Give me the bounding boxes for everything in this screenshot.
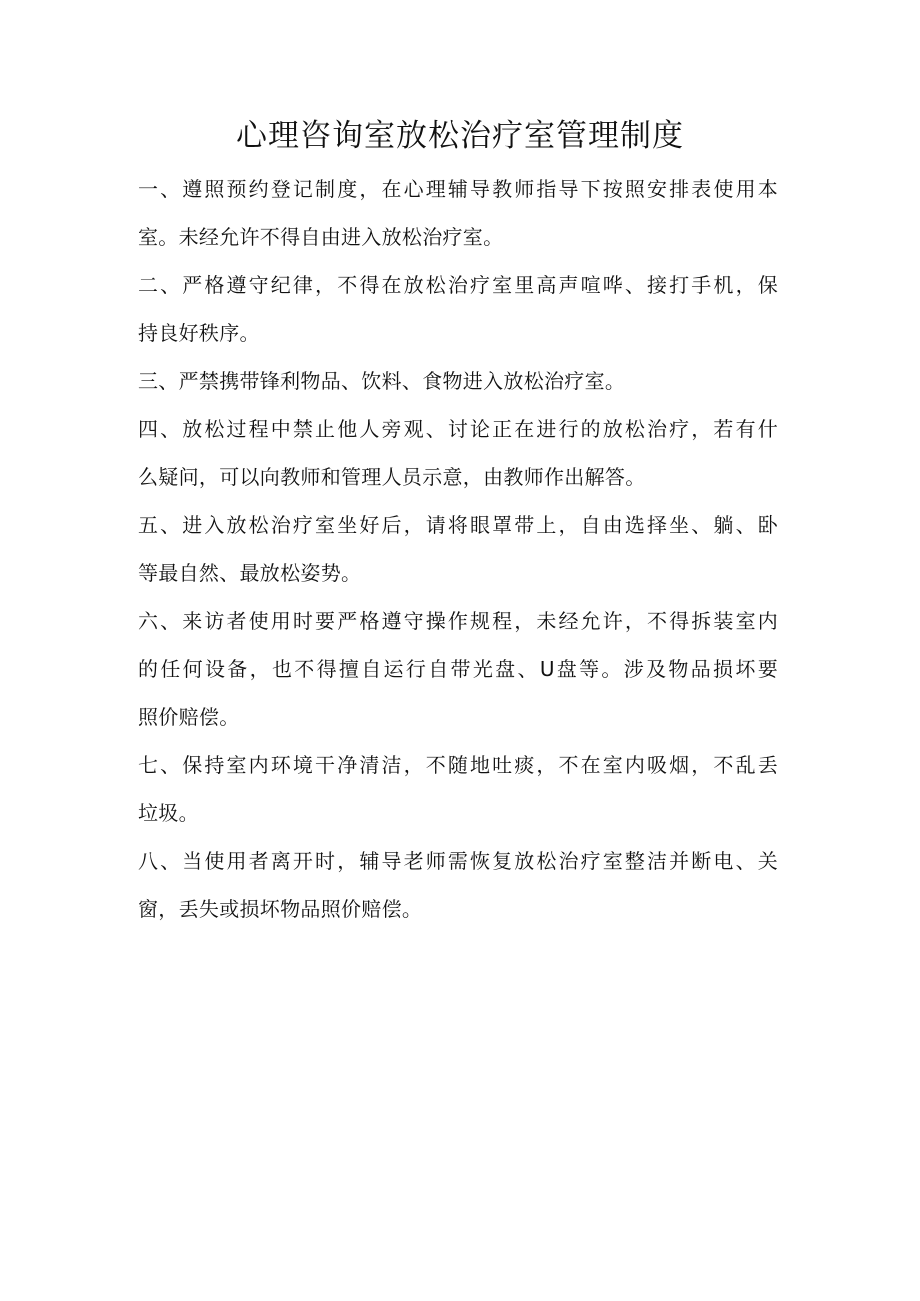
- page-title: 心理咨询室放松治疗室管理制度: [236, 118, 684, 154]
- rules-list: [138, 165, 778, 933]
- rule-line: 四、放松过程中禁止他人旁观、讨论正在进行的放松治疗，若有什: [138, 417, 778, 441]
- rule-line: 等最自然、最放松姿势。: [138, 561, 362, 585]
- rule-line: 八、当使用者离开时，辅导老师需恢复放松治疗室整洁并断电、关: [138, 849, 778, 873]
- rule-item: [138, 261, 778, 357]
- rule-line: 持良好秩序。: [138, 321, 260, 345]
- rule-line: 窗，丢失或损坏物品照价赔偿。: [138, 897, 423, 921]
- rule-line: 照价赔偿。: [138, 705, 240, 729]
- rule-line: 一、遵照预约登记制度，在心理辅导教师指导下按照安排表使用本: [138, 177, 778, 201]
- rule-item: [138, 165, 778, 261]
- rule-item: [138, 597, 778, 741]
- rule-item: [138, 741, 778, 837]
- rule-line: 么疑问，可以向教师和管理人员示意，由教师作出解答。: [138, 465, 646, 489]
- rule-line: 五、进入放松治疗室坐好后，请将眼罩带上，自由选择坐、躺、卧: [138, 513, 778, 537]
- rule-line: 垃圾。: [138, 801, 199, 825]
- rule-line: 三、严禁携带锋利物品、饮料、食物进入放松治疗室。: [138, 369, 626, 393]
- rule-line: 的任何设备，也不得擅自运行自带光盘、U盘等。涉及物品损坏要: [138, 657, 778, 681]
- rule-line: 室。未经允许不得自由进入放松治疗室。: [138, 225, 504, 249]
- rule-line: 二、严格遵守纪律，不得在放松治疗室里高声喧哗、接打手机，保: [138, 273, 778, 297]
- rule-item: [138, 837, 778, 933]
- rule-item: [138, 357, 778, 405]
- rule-item: [138, 405, 778, 501]
- rule-item: [138, 501, 778, 597]
- rule-line: 七、保持室内环境干净清洁，不随地吐痰，不在室内吸烟，不乱丢: [138, 753, 778, 777]
- rule-line: 六、来访者使用时要严格遵守操作规程，未经允许，不得拆装室内: [138, 609, 778, 633]
